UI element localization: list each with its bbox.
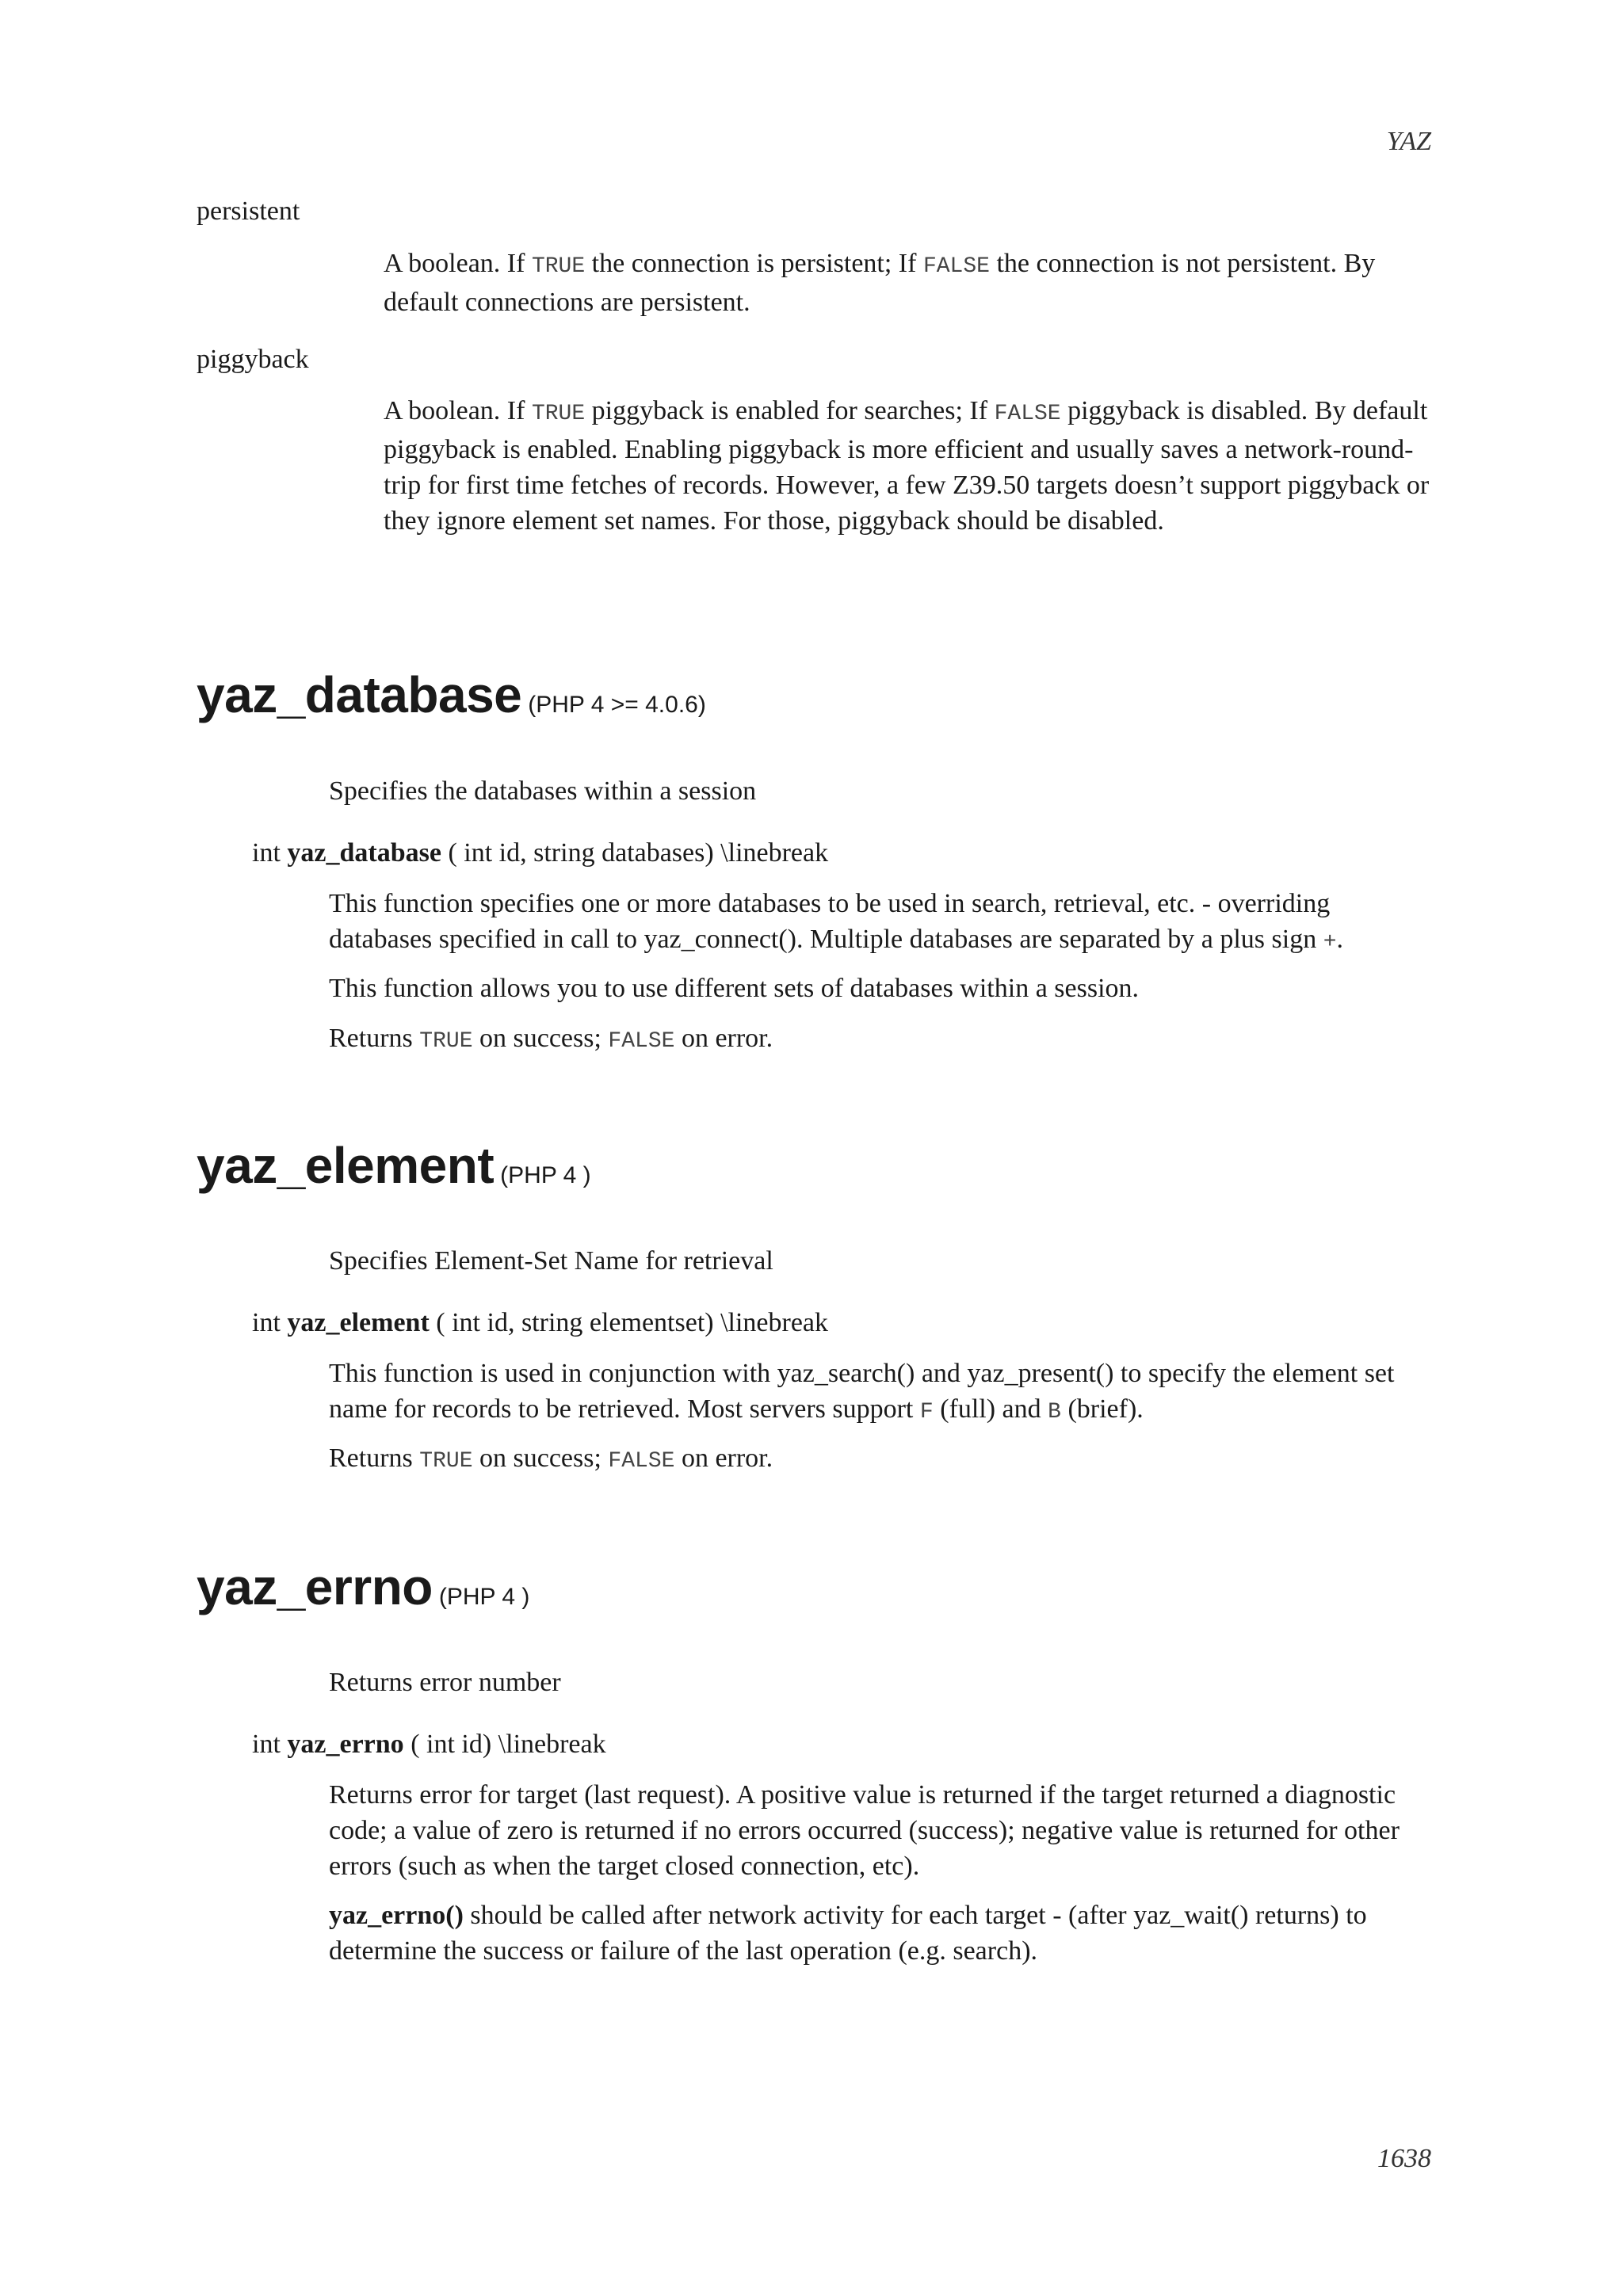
- code-true: TRUE: [419, 1029, 473, 1054]
- function-name: yaz_errno: [197, 1558, 433, 1615]
- running-header: YAZ: [1386, 127, 1431, 156]
- code-false: FALSE: [608, 1449, 675, 1474]
- page-number: 1638: [1377, 2144, 1431, 2173]
- option-term-persistent: persistent: [197, 196, 300, 226]
- code-false: FALSE: [922, 254, 990, 279]
- code-true: TRUE: [419, 1449, 473, 1474]
- function-title-yaz-database: [197, 666, 706, 724]
- function-title-yaz-errno: [197, 1558, 529, 1616]
- code-b: B: [1048, 1400, 1061, 1425]
- option-term-piggyback: piggyback: [197, 345, 309, 374]
- function-description: This function is used in conjunction with yaz_search() and yaz_present() to specify the element set name for records to be retrieved. Most servers support F (full) and B (brief).: [329, 1359, 1395, 1425]
- function-name: yaz_database: [197, 666, 522, 723]
- option-desc-persistent: A boolean. If TRUE the connection is persistent; If FALSE the connection is not persistent. By default connections are persistent.: [384, 249, 1376, 317]
- function-description-2: yaz_errno() should be called after network activity for each target - (after yaz_wait() returns) to determine the success or failure of the last operation (e.g. search).: [329, 1901, 1367, 1966]
- function-signature: int yaz_errno ( int id) \linebreak: [252, 1730, 606, 1759]
- function-description: This function specifies one or more databases to be used in search, retrieval, etc. - overriding databases specified in call to yaz_connect(). Multiple databases are separated by a plus sign +.: [329, 889, 1344, 955]
- option-desc-piggyback: A boolean. If TRUE piggyback is enabled for searches; If FALSE piggyback is disabled. By default piggyback is enabled. Enabling piggyback is more efficient and usually saves a network-round-trip for first time fetches of records. However, a few Z39.50 targets doesn’t support piggyback or they ignore element set names. For those, piggyback should be disabled.: [384, 396, 1430, 536]
- function-signature: int yaz_element ( int id, string elementset) \linebreak: [252, 1308, 829, 1337]
- function-description-2: This function allows you to use different sets of databases within a session.: [329, 974, 1140, 1003]
- function-signature: int yaz_database ( int id, string databases) \linebreak: [252, 838, 829, 868]
- function-version: (PHP 4 ): [438, 1584, 530, 1610]
- function-description: Returns error for target (last request). A positive value is returned if the target returned a diagnostic code; a value of zero is returned if no errors occurred (success); negative value is returned for other errors (such as when the target closed connection, etc).: [329, 1780, 1400, 1881]
- function-returns: Returns TRUE on success; FALSE on error.: [329, 1024, 773, 1054]
- code-plus: +: [1323, 930, 1337, 955]
- code-f: F: [919, 1400, 934, 1425]
- function-name: yaz_element: [197, 1137, 495, 1194]
- code-false: FALSE: [994, 402, 1061, 426]
- function-purpose: Specifies Element-Set Name for retrieval: [329, 1246, 773, 1276]
- function-title-yaz-element: [197, 1136, 591, 1195]
- code-true: TRUE: [531, 402, 586, 426]
- function-purpose: Returns error number: [329, 1668, 561, 1697]
- function-purpose: Specifies the databases within a session: [329, 776, 757, 806]
- code-true: TRUE: [531, 254, 586, 279]
- code-false: FALSE: [608, 1029, 675, 1054]
- function-returns: Returns TRUE on success; FALSE on error.: [329, 1444, 773, 1474]
- function-version: (PHP 4 ): [500, 1162, 591, 1188]
- function-version: (PHP 4 >= 4.0.6): [528, 692, 706, 718]
